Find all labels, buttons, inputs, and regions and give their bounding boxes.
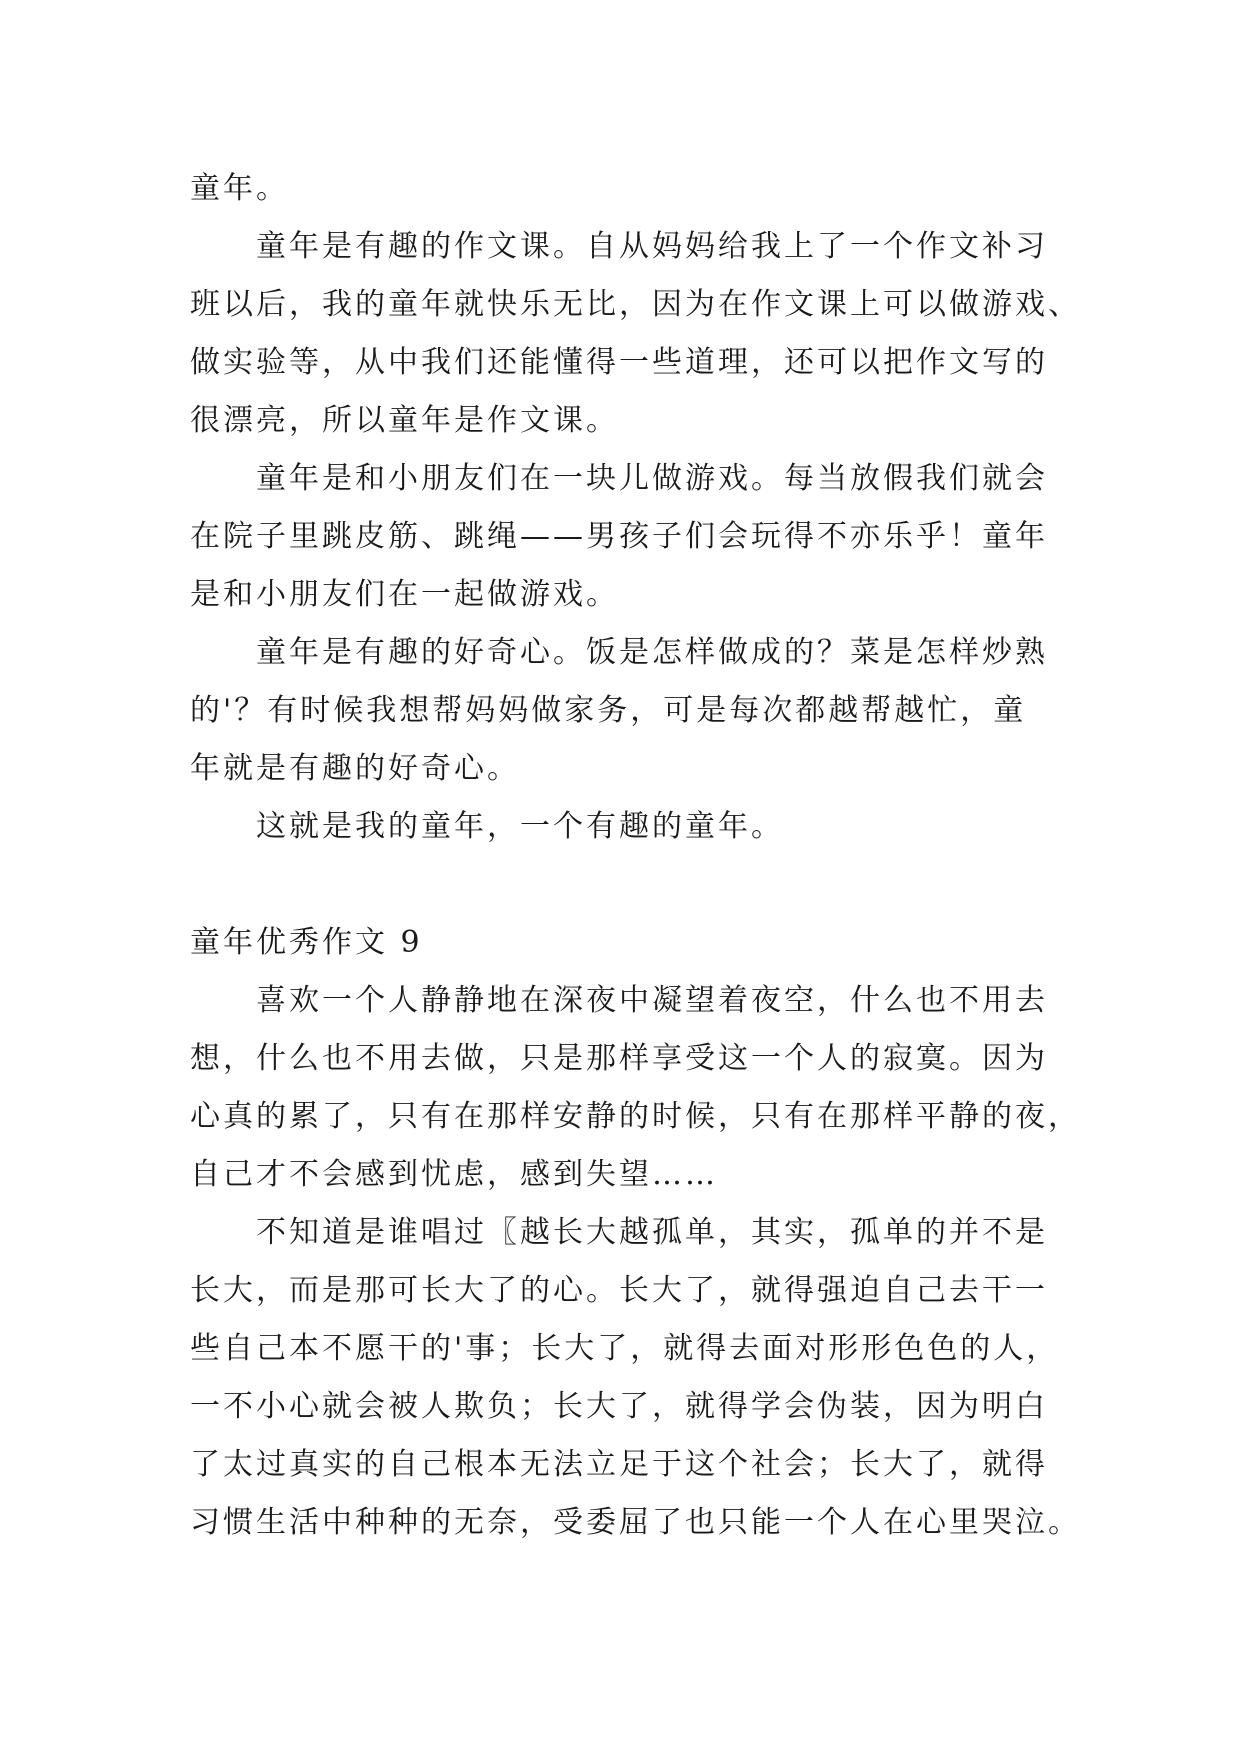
paragraph-start-line: 这就是我的童年，一个有趣的童年。: [256, 809, 784, 844]
text-line: 心真的累了，只有在那样安静的时候，只有在那样平静的夜，: [190, 1099, 1081, 1134]
paragraph-start-line: 童年是和小朋友们在一块儿做游戏。每当放假我们就会: [256, 461, 1048, 496]
paragraph-start-line: 不知道是谁唱过〖越长大越孤单，其实，孤单的并不是: [256, 1215, 1048, 1250]
text-line: 在院子里跳皮筋、跳绳——男孩子们会玩得不亦乐乎！童年: [190, 519, 1048, 554]
paragraph-start-line: 童年是有趣的作文课。自从妈妈给我上了一个作文补习: [256, 229, 1048, 264]
text-line: 是和小朋友们在一起做游戏。: [190, 577, 619, 612]
text-line: 年就是有趣的好奇心。: [190, 751, 520, 786]
section-title: 童年优秀作文 9: [190, 925, 423, 960]
section-spacer: [190, 856, 1052, 914]
text-line: 些自己本不愿干的'事；长大了，就得去面对形形色色的人，: [190, 1331, 1060, 1366]
paragraph-start-line: 童年是有趣的好奇心。饭是怎样做成的？菜是怎样炒熟: [256, 635, 1048, 670]
text-line: 一不小心就会被人欺负；长大了，就得学会伪装，因为明白: [190, 1389, 1048, 1424]
text-line: 的'？有时候我想帮妈妈做家务，可是每次都越帮越忙，童: [190, 693, 1027, 728]
text-line: 想，什么也不用去做，只是那样享受这一个人的寂寞。因为: [190, 1041, 1048, 1076]
text-line: 童年。: [190, 171, 289, 206]
text-line: 了太过真实的自己根本无法立足于这个社会；长大了，就得: [190, 1447, 1048, 1482]
text-line: 长大，而是那可长大了的心。长大了，就得强迫自己去干一: [190, 1273, 1048, 1308]
text-line: 习惯生活中种种的无奈，受委屈了也只能一个人在心里哭泣。: [190, 1505, 1081, 1540]
text-line: 自己才不会感到忧虑，感到失望……: [190, 1157, 718, 1192]
text-line: 班以后，我的童年就快乐无比，因为在作文课上可以做游戏、: [190, 287, 1081, 322]
paragraph-start-line: 喜欢一个人静静地在深夜中凝望着夜空，什么也不用去: [256, 983, 1048, 1018]
document-body: [190, 160, 1081, 1552]
text-line: 很漂亮，所以童年是作文课。: [190, 403, 619, 438]
text-line: 做实验等，从中我们还能懂得一些道理，还可以把作文写的: [190, 345, 1048, 380]
